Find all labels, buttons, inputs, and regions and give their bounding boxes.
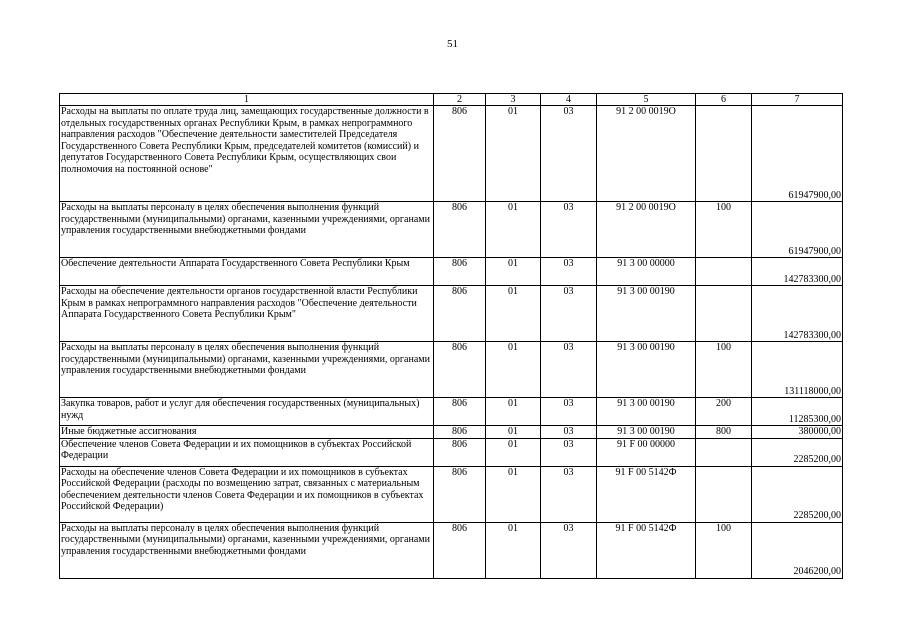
- row-subsection-code: 03: [541, 398, 597, 426]
- row-subsection-code: 03: [541, 522, 597, 578]
- row-subsection-code: 03: [541, 286, 597, 342]
- row-subsection-code: 03: [541, 438, 597, 466]
- row-description: Обеспечение членов Совета Федерации и их помощников в субъектах Российской Федерации: [60, 438, 434, 466]
- row-expense-type-code: 800: [696, 426, 752, 439]
- row-description: Закупка товаров, работ и услуг для обеспечения государственных (муниципальных) нужд: [60, 398, 434, 426]
- row-section-code: 01: [486, 202, 541, 258]
- row-section-code: 01: [486, 522, 541, 578]
- row-section-code: 01: [486, 426, 541, 439]
- row-section-code: 01: [486, 342, 541, 398]
- table-row: [60, 466, 843, 522]
- table-row: [60, 438, 843, 466]
- row-expense-type-code: [696, 466, 752, 522]
- table-row: [60, 202, 843, 258]
- row-subsection-code: 03: [541, 426, 597, 439]
- row-subsection-code: 03: [541, 258, 597, 286]
- row-description: Расходы на обеспечение членов Совета Федерации и их помощников в субъектах Российской Федерации (расходы по возмещению затрат, связанных с материальным обеспечением деятельности членов Совета Федерации и их помощников в субъектах Российской Федерации): [60, 466, 434, 522]
- row-section-code: 01: [486, 466, 541, 522]
- row-agency-code: 806: [434, 438, 486, 466]
- row-target-article-code: 91 3 00 00190: [597, 286, 696, 342]
- table-row: [60, 286, 843, 342]
- row-expense-type-code: [696, 258, 752, 286]
- row-expense-type-code: 200: [696, 398, 752, 426]
- row-expense-type-code: 100: [696, 202, 752, 258]
- row-agency-code: 806: [434, 106, 486, 202]
- row-subsection-code: 03: [541, 342, 597, 398]
- row-subsection-code: 03: [541, 202, 597, 258]
- row-agency-code: 806: [434, 426, 486, 439]
- row-description: Расходы на обеспечение деятельности органов государственной власти Республики Крым в рамках непрограммного направления расходов "Обеспечение деятельности Аппарата Государственного Совета Республики Крым": [60, 286, 434, 342]
- row-subsection-code: 03: [541, 466, 597, 522]
- row-subsection-code: 03: [541, 106, 597, 202]
- row-target-article-code: 91 F 00 5142Ф: [597, 522, 696, 578]
- row-description: Обеспечение деятельности Аппарата Государственного Совета Республики Крым: [60, 258, 434, 286]
- row-target-article-code: 91 2 00 0019О: [597, 202, 696, 258]
- row-target-article-code: 91 3 00 00000: [597, 258, 696, 286]
- row-agency-code: 806: [434, 522, 486, 578]
- header-cell-6: 6: [696, 94, 752, 106]
- header-cell-5: 5: [597, 94, 696, 106]
- row-target-article-code: 91 3 00 00190: [597, 398, 696, 426]
- row-target-article-code: 91 F 00 5142Ф: [597, 466, 696, 522]
- row-amount: 131118000,00: [752, 342, 843, 398]
- header-cell-4: 4: [541, 94, 597, 106]
- table-row: [60, 522, 843, 578]
- row-agency-code: 806: [434, 202, 486, 258]
- row-expense-type-code: [696, 106, 752, 202]
- row-target-article-code: 91 3 00 00190: [597, 426, 696, 439]
- table-header-row: [60, 94, 843, 106]
- row-expense-type-code: [696, 286, 752, 342]
- row-amount: 2046200,00: [752, 522, 843, 578]
- row-description: Расходы на выплаты персоналу в целях обеспечения выполнения функций государственными (муниципальными) органами, казенными учреждениями, органами управления государственными внебюджетными фондами: [60, 342, 434, 398]
- row-target-article-code: 91 2 00 0019О: [597, 106, 696, 202]
- header-cell-7: 7: [752, 94, 843, 106]
- row-section-code: 01: [486, 438, 541, 466]
- budget-table: [59, 93, 843, 579]
- header-cell-2: 2: [434, 94, 486, 106]
- row-amount: 2285200,00: [752, 466, 843, 522]
- row-amount: 61947900,00: [752, 106, 843, 202]
- table-row: [60, 342, 843, 398]
- row-amount: 2285200,00: [752, 438, 843, 466]
- table-row: [60, 398, 843, 426]
- row-agency-code: 806: [434, 258, 486, 286]
- table-row: [60, 106, 843, 202]
- row-agency-code: 806: [434, 466, 486, 522]
- row-expense-type-code: 100: [696, 342, 752, 398]
- row-amount: 61947900,00: [752, 202, 843, 258]
- row-expense-type-code: [696, 438, 752, 466]
- row-amount: 11285300,00: [752, 398, 843, 426]
- header-cell-1: 1: [60, 94, 434, 106]
- row-description: Расходы на выплаты по оплате труда лиц, замещающих государственные должности в отдельных государственных органах Республики Крым, в рамках непрограммного направления расходов "Обеспечение деятельности заместителей Председателя Государственного Совета Республики Крым, председателей комитетов (комиссий) и депутатов Государственного Совета Республики Крым, осуществляющих свои полномочия на постоянной основе": [60, 106, 434, 202]
- row-agency-code: 806: [434, 286, 486, 342]
- row-agency-code: 806: [434, 342, 486, 398]
- row-amount: 142783300,00: [752, 258, 843, 286]
- row-section-code: 01: [486, 398, 541, 426]
- row-target-article-code: 91 F 00 00000: [597, 438, 696, 466]
- row-section-code: 01: [486, 106, 541, 202]
- row-expense-type-code: 100: [696, 522, 752, 578]
- row-description: Расходы на выплаты персоналу в целях обеспечения выполнения функций государственными (муниципальными) органами, казенными учреждениями, органами управления государственными внебюджетными фондами: [60, 202, 434, 258]
- row-agency-code: 806: [434, 398, 486, 426]
- table-row: [60, 426, 843, 439]
- header-cell-3: 3: [486, 94, 541, 106]
- row-description: Иные бюджетные ассигнования: [60, 426, 434, 439]
- row-amount: 142783300,00: [752, 286, 843, 342]
- row-section-code: 01: [486, 258, 541, 286]
- row-amount: 380000,00: [752, 426, 843, 439]
- row-description: Расходы на выплаты персоналу в целях обеспечения выполнения функций государственными (муниципальными) органами, казенными учреждениями, органами управления государственными внебюджетными фондами: [60, 522, 434, 578]
- table-row: [60, 258, 843, 286]
- row-section-code: 01: [486, 286, 541, 342]
- row-target-article-code: 91 3 00 00190: [597, 342, 696, 398]
- page-number: 51: [447, 38, 458, 50]
